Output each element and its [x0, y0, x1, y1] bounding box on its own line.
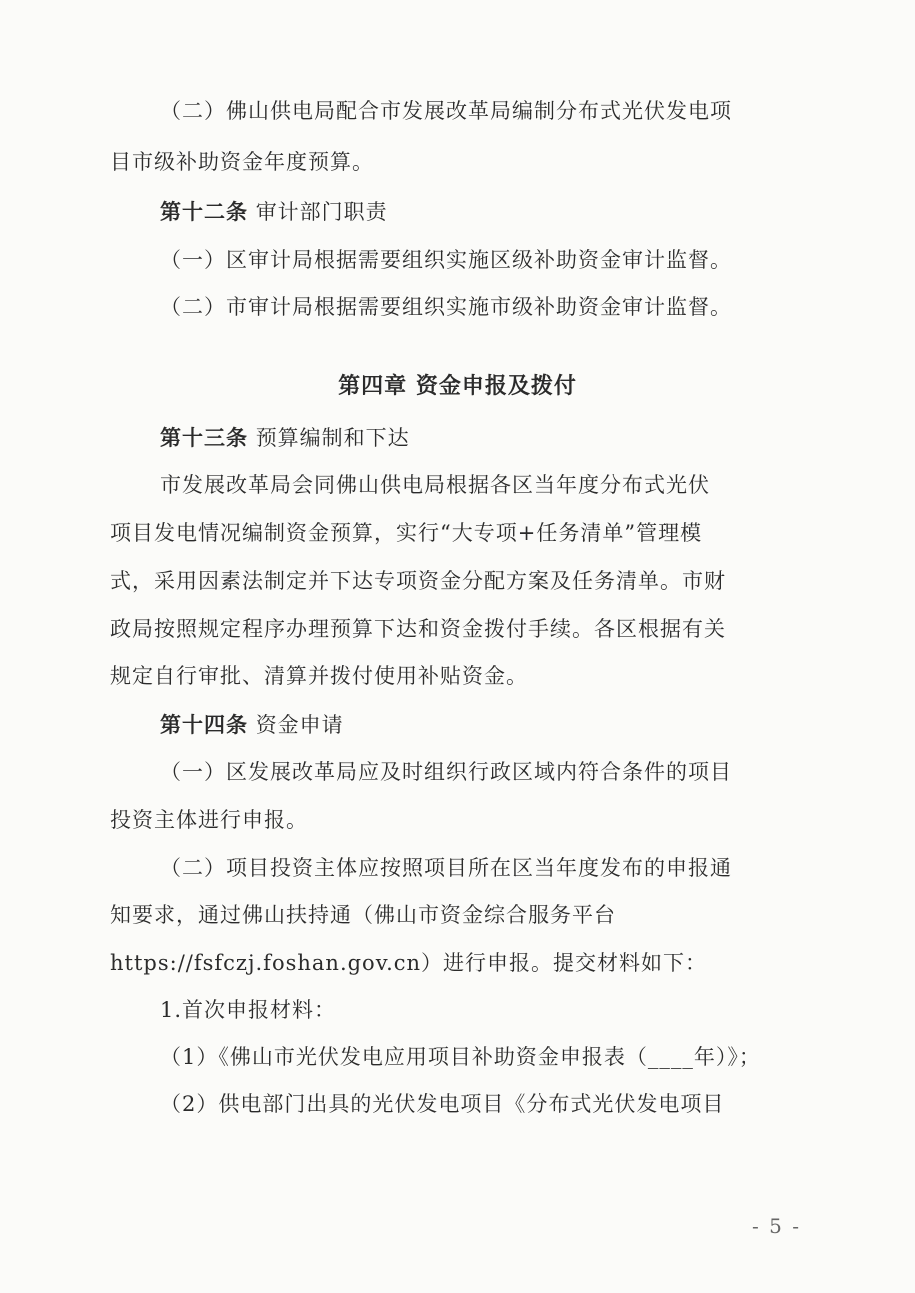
paragraph-line: 规定自行审批、清算并拨付使用补贴资金。	[110, 664, 528, 688]
paragraph-line: 项目发电情况编制资金预算，实行“大专项+任务清单”管理模	[110, 521, 703, 545]
paragraph-line: https://fsfczj.foshan.gov.cn）进行申报。提交材料如下：	[110, 951, 708, 975]
article-14-title: 第十四条	[160, 713, 248, 737]
paragraph-line: （一）区审计局根据需要组织实施区级补助资金审计监督。	[160, 248, 732, 272]
paragraph-line: 政局按照规定程序办理预算下达和资金拨付手续。各区根据有关	[110, 617, 726, 641]
paragraph-line: （2）供电部门出具的光伏发电项目《分布式光伏发电项目	[160, 1092, 725, 1116]
paragraph-line: 1.首次申报材料：	[160, 998, 337, 1022]
paragraph-line: 市发展改革局会同佛山供电局根据各区当年度分布式光伏	[160, 473, 710, 497]
paragraph-line: （二）市审计局根据需要组织实施市级补助资金审计监督。	[160, 295, 732, 319]
paragraph-line: （1）《佛山市光伏发电应用项目补助资金申报表（____年）》；	[160, 1045, 761, 1069]
article-14-name: 资金申请	[255, 713, 344, 737]
article-14-heading	[160, 710, 344, 740]
paragraph-line: 知要求，通过佛山扶持通（佛山市资金综合服务平台	[110, 903, 616, 927]
article-13-heading	[160, 423, 410, 453]
paragraph-line: （二）佛山供电局配合市发展改革局编制分布式光伏发电项	[160, 99, 732, 123]
article-13-title: 第十三条	[160, 426, 248, 450]
article-12-title: 第十二条	[160, 200, 248, 224]
article-12-name: 审计部门职责	[255, 200, 388, 224]
article-13-name: 预算编制和下达	[255, 426, 410, 450]
page-number: - 5 -	[752, 1214, 801, 1238]
paragraph-line: （二）项目投资主体应按照项目所在区当年度发布的申报通	[160, 856, 732, 880]
paragraph-line: 目市级补助资金年度预算。	[110, 150, 374, 174]
article-12-heading	[160, 197, 388, 227]
chapter-heading: 第四章 资金申报及拨付	[338, 374, 577, 399]
paragraph-line: 式，采用因素法制定并下达专项资金分配方案及任务清单。市财	[110, 569, 726, 593]
paragraph-line: （一）区发展改革局应及时组织行政区域内符合条件的项目	[160, 760, 732, 784]
paragraph-line: 投资主体进行申报。	[110, 808, 308, 832]
